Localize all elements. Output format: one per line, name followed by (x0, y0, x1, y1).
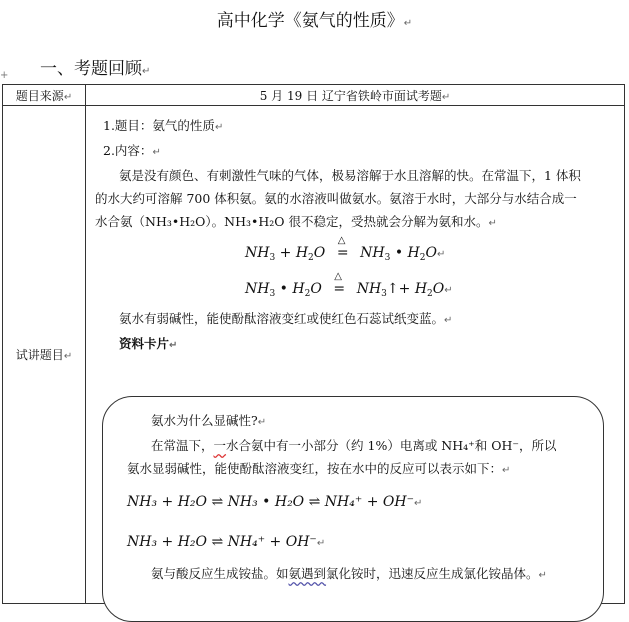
section-heading (40, 54, 150, 79)
paragraph-1-line-2: 的水大约可溶解 700 体积氨。氨的水溶液叫做氨水。氨溶于水时，大部分与水结合成一 (95, 191, 577, 206)
topic-line: 1.题目：氨气的性质↵ (103, 118, 224, 133)
page-corner-mark: + (0, 70, 9, 81)
paragraph-mark: ↵ (403, 18, 413, 29)
card-paragraph-line-2: 氨水显弱碱性，能使酚酞溶液变红，按在水中的反应可以表示如下：↵ (127, 461, 511, 476)
source-label-cell (3, 85, 86, 106)
topic-label: 试讲题目 (15, 348, 64, 362)
equation-1: $NH_3 + H_2O$ △ = $NH_3$ • $H_2O↵$ (95, 235, 615, 271)
heat-triangle-icon: △ (337, 235, 346, 246)
section-heading-text: 一、考题回顾 (40, 59, 142, 79)
exam-table (2, 84, 625, 604)
paragraph-1-line-1: 氨是没有颜色、有刺激性气味的气体，极易溶解于水且溶解的快。在常温下，1 体积 (119, 168, 581, 183)
paragraph-mark: ↵ (142, 66, 151, 77)
document-title-text: 高中化学《氨气的性质》 (216, 11, 404, 31)
paragraph-mark: ↵ (441, 91, 451, 103)
paragraph-mark: ↵ (63, 91, 73, 103)
topic-content (95, 114, 615, 357)
table-header-row (3, 85, 625, 106)
card-paragraph-line-1: 在常温下，一水合氨中有一小部分（约 1%）电离或 NH₄⁺和 OH⁻，所以 (151, 438, 557, 453)
topic-content-cell (86, 106, 625, 604)
card-question: 氨水为什么显碱性?↵ (151, 413, 267, 428)
equation-2: $NH_3$ • $H_2O$ △ = $NH_3↑+$ $H_2O↵$ (95, 271, 615, 307)
document-title (0, 6, 629, 31)
source-label: 题目来源 (15, 88, 64, 103)
equation-4: NH₃ + H₂O ⇌ NH₄⁺ + OH⁻↵ (127, 534, 326, 550)
heat-triangle-icon: △ (334, 271, 342, 282)
card-last-line: 氨与酸反应生成铵盐。如氨遇到氯化铵时，迅速反应生成氯化铵晶体。↵ (151, 566, 547, 581)
content-line: 2.内容：↵ (103, 143, 161, 158)
paragraph-mark: ↵ (63, 351, 73, 362)
paragraph-2: 氨水有弱碱性，能使酚酞溶液变红或使红色石蕊试纸变蓝。↵ (119, 311, 453, 326)
info-card-content (127, 409, 597, 587)
source-value: 5 月 19 日 辽宁省铁岭市面试考题 (259, 88, 442, 103)
source-value-cell (86, 85, 625, 106)
table-body-row (3, 106, 625, 604)
info-card (102, 396, 604, 622)
card-heading: 资料卡片↵ (119, 336, 178, 351)
equation-3: NH₃ + H₂O ⇌ NH₃ • H₂O ⇌ NH₄⁺ + OH⁻↵ (127, 494, 423, 510)
paragraph-1-line-3: 水合氨（NH₃•H₂O）。NH₃•H₂O 很不稳定，受热就会分解为氨和水。↵ (95, 214, 497, 229)
topic-label-cell (3, 106, 86, 604)
